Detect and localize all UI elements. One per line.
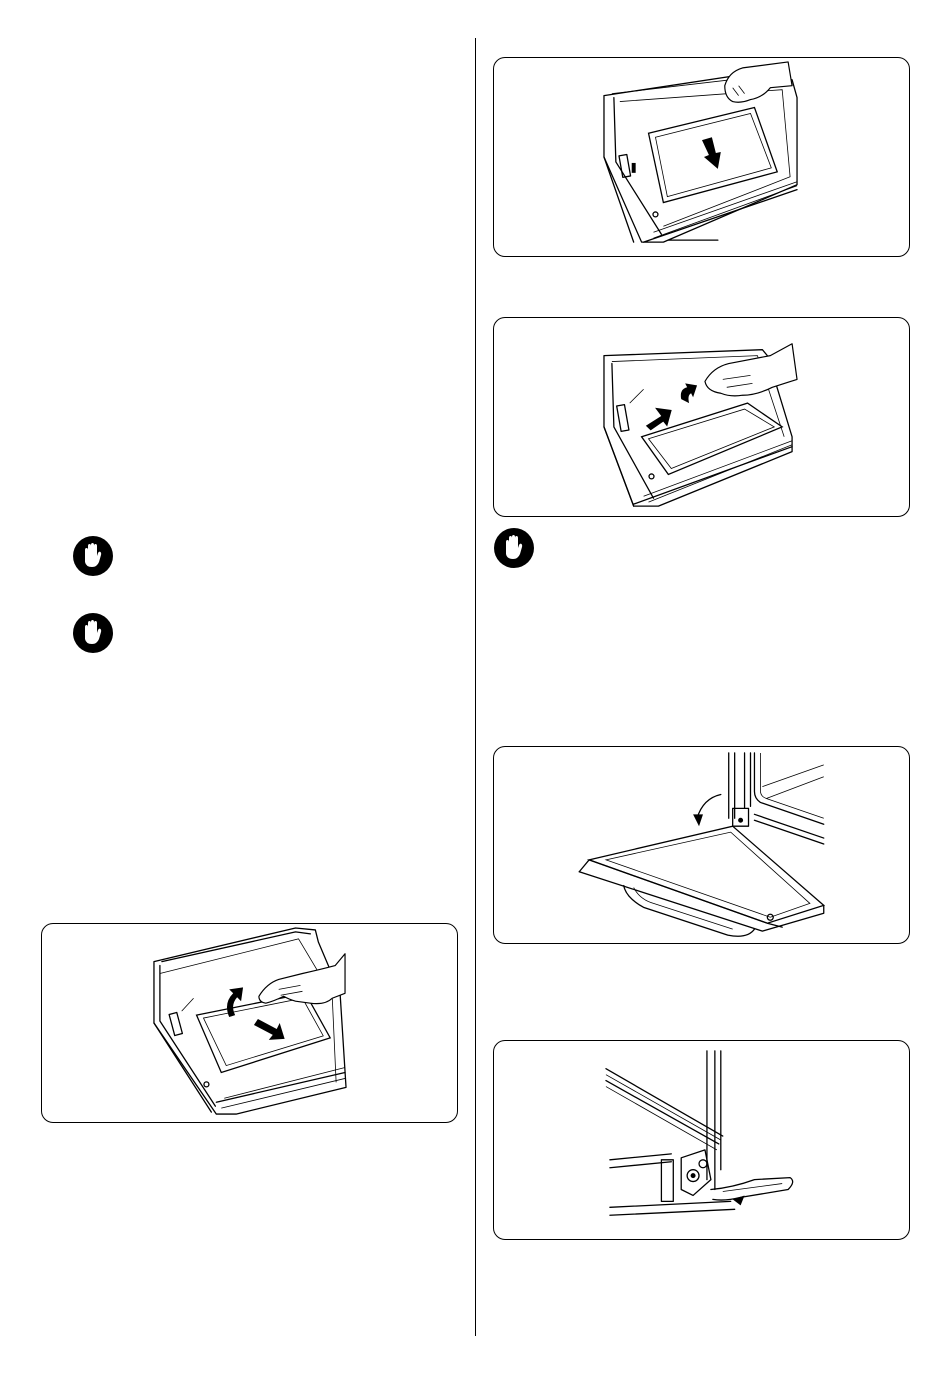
figure-lift-glass-panel	[493, 317, 910, 517]
figure-open-oven-door	[493, 746, 910, 944]
column-divider	[475, 38, 476, 1336]
warning-hand-icon	[72, 535, 114, 577]
figure-remove-inner-glass	[41, 923, 458, 1123]
figure-slide-glass-down	[493, 57, 910, 257]
warning-hand-icon	[72, 612, 114, 654]
warning-hand-icon	[493, 527, 535, 569]
figure-door-hinge-detail	[493, 1040, 910, 1240]
